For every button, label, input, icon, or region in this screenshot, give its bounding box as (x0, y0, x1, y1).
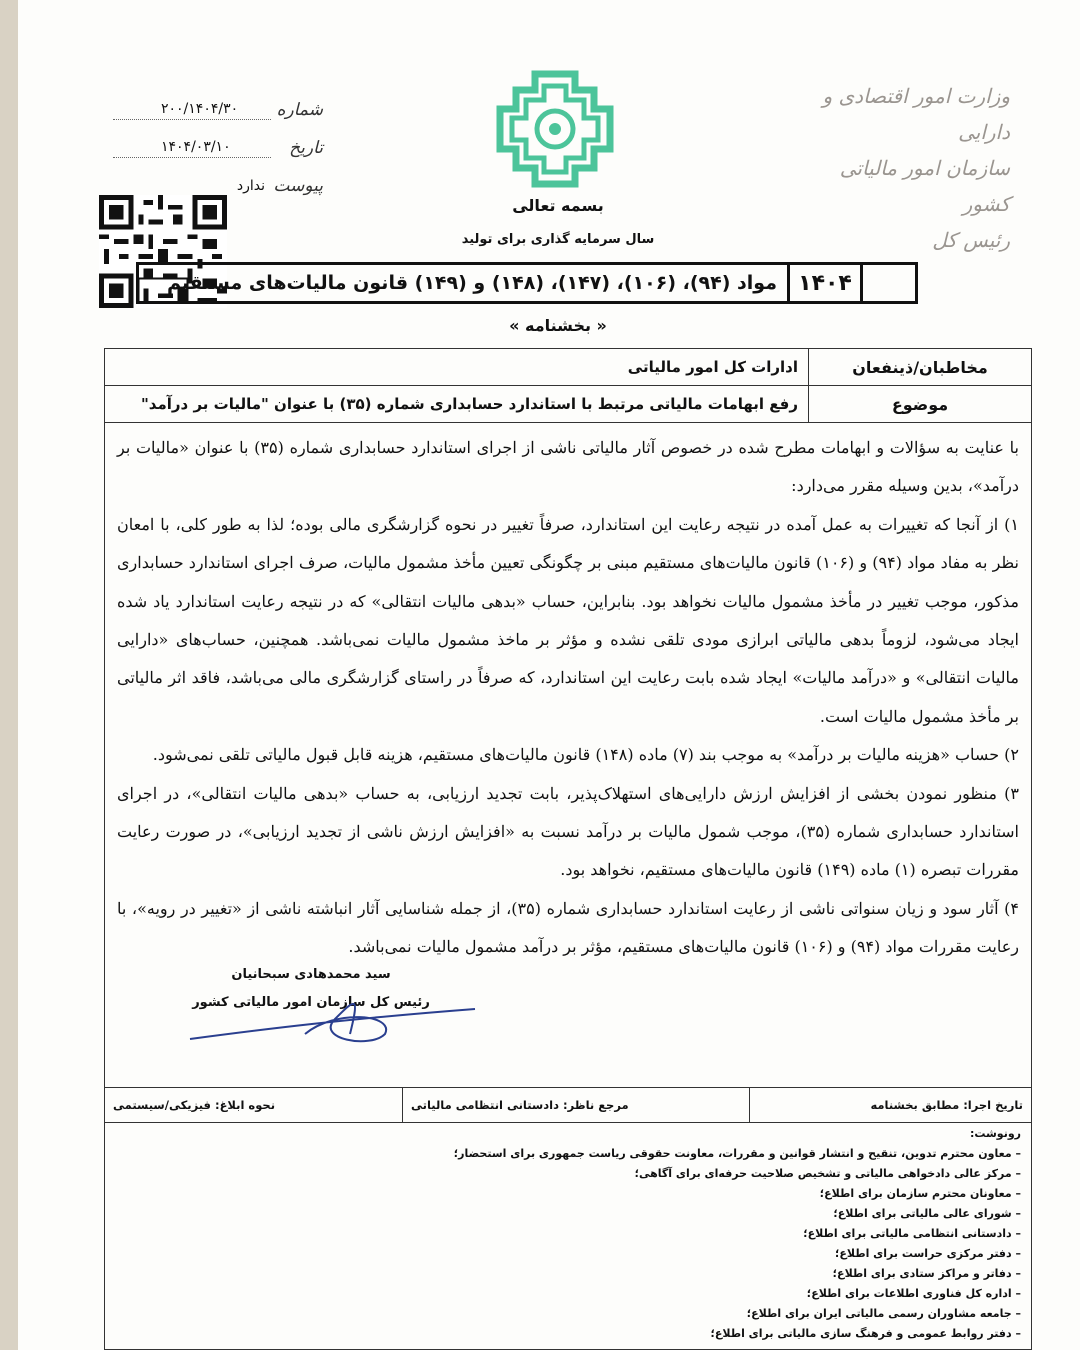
clause-1: ۱) از آنجا که تغییرات به عمل آمده در نتیجه رعایت این استاندارد، صرفاً تغییر در نحوه گزارشگری مالی بوده؛ لذا به طور کلی، با امعان نظر به مفاد مواد (۹۴) و (۱۰۶) قانون مالیات‌های مستقیم مبنی بر چگونگی تعیین مأخذ مشمول مالیات، صرف اجرای استاندارد حسابداری مذکور، موجب تغییر در مأخذ مشمول مالیات نخواهد بود. بنابراین، حساب «بدهی مالیات انتقالی» که در نتیجه رعایت استاندارد یاد شده ایجاد می‌شود، لزوماً بدهی مالیاتی ابرازی مودی تلقی نشده و مؤثر بر ماخذ مشمول مالیات نمی‌باشد. همچنین، حساب‌های «دارایی مالیات انتقالی» و «درآمد مالیات» ایجاد شده بابت رعایت این استاندارد، که صرفاً در راستای گزارشگری مالی می‌باشد، فاقد اثر مالیاتی بر مأخذ مشمول مالیات است. (117, 514, 1019, 726)
title-box-blank-cell (860, 265, 915, 301)
page-edge (0, 0, 18, 1350)
ministry-letterhead (790, 78, 1010, 258)
cc-title: رونوشت: (969, 1127, 1021, 1140)
circular-label: « بخشنامه » (509, 316, 607, 335)
cc-list (101, 1127, 1031, 1344)
date-row (113, 120, 323, 158)
circular-title-box (136, 262, 918, 304)
cc-item: – جامعه مشاوران رسمی مالیاتی ایران برای اطلاع؛ (101, 1304, 1021, 1324)
cc-item: – مرکز عالی دادخواهی مالیاتی و تشخیص صلاحیت حرفه‌ای برای آگاهی؛ (101, 1164, 1021, 1184)
number-row (113, 82, 323, 120)
cc-item: – دفاتر و مراکز ستادی برای اطلاع؛ (101, 1264, 1021, 1284)
recipients-row (105, 349, 1031, 386)
cc-item: – دفتر روابط عمومی و فرهنگ سازی مالیاتی برای اطلاع؛ (101, 1324, 1021, 1344)
date-value: ۱۴۰۴/۰۳/۱۰ (113, 139, 271, 158)
notification-method: نحوه ابلاغ: فیزیکی/سیستمی (113, 1098, 276, 1112)
recipients-value: ادارات کل امور مالیاتی (627, 358, 798, 376)
cc-item: – دادستانی انتظامی مالیاتی برای اطلاع؛ (101, 1224, 1021, 1244)
cc-item: – معاون محترم تدوین، تنقیح و انتشار قوانین و مقررات، معاونت حقوقی ریاست جمهوری برای استحضار؛ (101, 1144, 1021, 1164)
subject-value: رفع ابهامات مالیاتی مرتبط با استاندارد حسابداری شماره (۳۵) با عنوان "مالیات بر درآمد" (140, 395, 798, 413)
head-line: رئیس کل (932, 228, 1010, 252)
cc-item: – اداره کل فناوری اطلاعات برای اطلاع؛ (101, 1284, 1021, 1304)
signatory-title: رئیس کل سازمان امور مالیاتی کشور (192, 995, 430, 1010)
subject-label: موضوع (808, 386, 1031, 422)
attachment-value: ندارد (236, 178, 265, 194)
organization-line: سازمان امور مالیاتی کشور (839, 156, 1010, 216)
cc-item: – معاونان محترم سازمان برای اطلاع؛ (101, 1184, 1021, 1204)
attachment-row (113, 158, 323, 196)
clause-2: ۲) حساب «هزینه مالیات بر درآمد» به موجب بند (۷) ماده (۱۴۸) قانون مالیات‌های مستقیم، هزینه قابل قبول مالیاتی تلقی نمی‌شود. (152, 745, 1019, 765)
signatory-name: سید محمدهادی سبحانیان (231, 967, 391, 982)
cc-item: – دفتر مرکزی حراست برای اطلاع؛ (101, 1244, 1021, 1264)
recipients-label: مخاطبان/ذینفعان (808, 349, 1031, 385)
subject-row (105, 386, 1031, 423)
clause-4: ۴) آثار سود و زیان سنواتی ناشی از رعایت استاندارد حسابداری شماره (۳۵)، از جمله شناسایی آثار انباشته ناشی از «تغییر در رویه»، با رعایت مقررات مواد (۹۴) و (۱۰۶) قانون مالیات‌های مستقیم، مؤثر بر درآمد مشمول مالیات نمی‌باشد. (117, 898, 1020, 957)
circular-title: مواد (۹۴)، (۱۰۶)، (۱۴۷)، (۱۴۸) و (۱۴۹) قانون مالیات‌های مستقیم (167, 272, 777, 294)
circular-year: ۱۴۰۴ (787, 265, 860, 301)
number-value: ۲۰۰/۱۴۰۴/۳۰ (113, 101, 271, 120)
document-page (18, 0, 1080, 1350)
review-authority: مرجع ناظر: دادستانی انتظامی مالیاتی (402, 1088, 749, 1122)
tax-organization-logo-icon (496, 70, 614, 188)
number-label: شماره (276, 100, 323, 120)
circular-text (105, 423, 1031, 989)
circular-body-frame (104, 348, 1032, 1350)
handwritten-signature-icon (185, 989, 485, 1049)
cc-item: – شورای عالی مالیاتی برای اطلاع؛ (101, 1204, 1021, 1224)
year-slogan: سال سرمایه گذاری برای تولید (461, 232, 655, 247)
attachment-label: پیوست (273, 176, 323, 196)
date-label: تاریخ (289, 138, 323, 158)
letter-metadata (113, 82, 323, 196)
ministry-line: وزارت امور اقتصادی و دارایی (822, 84, 1010, 144)
clause-3: ۳) منظور نمودن بخشی از افزایش ارزش دارایی‌های استهلاک‌پذیر، بابت تجدید ارزیابی، به حساب «بدهی مالیات انتقالی»، در اجرای استاندارد حسابداری شماره (۳۵)، موجب شمول مالیات بر درآمد نسبت به «افزایش ارزش ناشی از تجدید ارزیابی»، در صورت رعایت مقررات تبصره (۱) ماده (۱۴۹) قانون مالیات‌های مستقیم، نخواهد بود. (117, 783, 1019, 880)
circular-footer (105, 1087, 1031, 1123)
bismillah-heading: بسمه تعالی (512, 196, 604, 215)
execution-date: تاریخ اجرا: مطابق بخشنامه (749, 1088, 1031, 1122)
intro-paragraph: با عنایت به سؤالات و ابهامات مطرح شده در خصوص آثار مالیاتی ناشی از اجرای استاندارد حسابداری شماره (۳۵) با عنوان «مالیات بر درآمد»، بدین وسیله مقرر می‌دارد: (117, 438, 1020, 496)
